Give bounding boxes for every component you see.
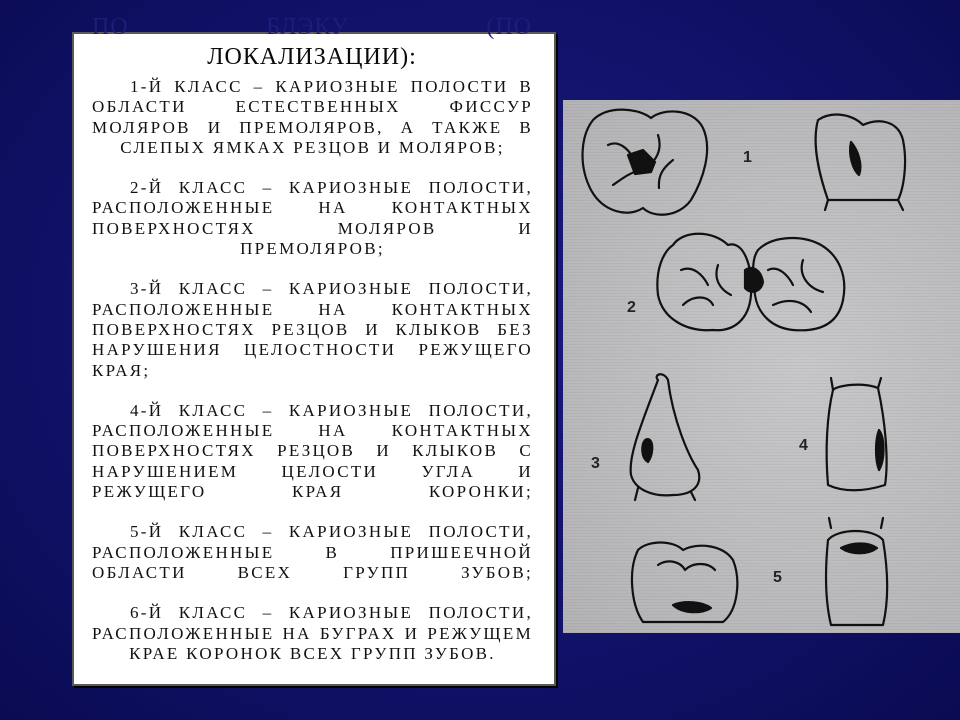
figure-label-3: 3 [591,455,600,472]
adjacent-molars [657,234,844,331]
class-3-paragraph: 3-Й КЛАСС – КАРИОЗНЫЕ ПОЛОСТИ, РАСПОЛОЖЕННЫЕ НА КОНТАКТНЫХ ПОВЕРХНОСТЯХ РЕЗЦОВ И КЛЫКОВ БЕЗ НАРУШЕНИЯ ЦЕЛОСТНОСТИ РЕЖУЩЕГО КРАЯ; [92,279,533,380]
incisor-cervical-view [826,518,887,625]
canine-side-view [631,374,700,500]
molar-cervical-view [632,543,737,623]
figure-label-4: 4 [799,437,808,454]
title-word: БЛЭКУ [266,14,349,40]
title-line-2: ЛОКАЛИЗАЦИИ): [207,44,417,70]
title-word: ПО [92,14,129,40]
teeth-illustration [563,100,960,633]
figure-label-5: 5 [773,569,782,586]
class-4-paragraph: 4-Й КЛАСС – КАРИОЗНЫЕ ПОЛОСТИ, РАСПОЛОЖЕННЫЕ НА КОНТАКТНЫХ ПОВЕРХНОСТЯХ РЕЗЦОВ И КЛЫКОВ С НАРУШЕНИЕМ ЦЕЛОСТИ УГЛА И РЕЖУЩЕГО КРАЯ КОРОНКИ; [92,400,533,502]
molar-occlusal-tooth [583,110,708,215]
figure-label-1: 1 [743,149,752,166]
figure-label-2: 2 [627,299,636,316]
class-1-paragraph: 1-Й КЛАСС – КАРИОЗНЫЕ ПОЛОСТИ В ОБЛАСТИ ЕСТЕСТВЕННЫХ ФИССУР МОЛЯРОВ И ПРЕМОЛЯРОВ, А ТАКЖЕ В СЛЕПЫХ ЯМКАХ РЕЗЦОВ И МОЛЯРОВ; [92,77,533,157]
title-word: (ПО [486,14,532,40]
incisor-frontal-view [827,378,887,490]
class-6-paragraph: 6-Й КЛАСС – КАРИОЗНЫЕ ПОЛОСТИ, РАСПОЛОЖЕННЫЕ НА БУГРАХ И РЕЖУЩЕМ КРАЕ КОРОНОК ВСЕХ ГРУПП ЗУБОВ. [92,603,533,663]
class-2-paragraph: 2-Й КЛАСС – КАРИОЗНЫЕ ПОЛОСТИ, РАСПОЛОЖЕННЫЕ НА КОНТАКТНЫХ ПОВЕРХНОСТЯХ МОЛЯРОВ И ПРЕМОЛЯРОВ; [92,178,533,259]
class-5-paragraph: 5-Й КЛАСС – КАРИОЗНЫЕ ПОЛОСТИ, РАСПОЛОЖЕННЫЕ В ПРИШЕЕЧНОЙ ОБЛАСТИ ВСЕХ ГРУПП ЗУБОВ; [92,522,533,582]
classification-list [92,77,533,664]
teeth-drawing [563,100,960,633]
tooth-1-side-view [816,115,905,210]
title-line-1 [92,14,532,40]
